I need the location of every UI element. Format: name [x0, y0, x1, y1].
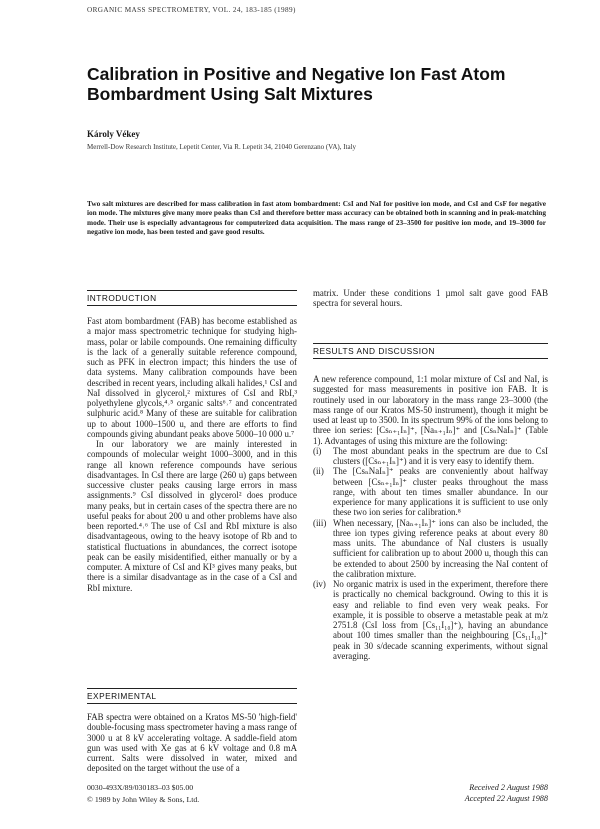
list-item-text: The [CsₙNaIₙ]⁺ peaks are conveniently about halfway between [Csₙ₊₁Iₙ]⁺ cluster peaks throughout the mass range, with about ten times smaller abundance. In our experience for many applications it is sufficient to use only these two ion series for calibration.⁸ — [333, 466, 548, 518]
received-date: Received 2 August 1988 — [469, 783, 548, 792]
list-item-text: No organic matrix is used in the experiment, therefore there is practically no chemical background. Owing to this it is easy and reliable to find even very weak peaks. For example, it is possible to observe a metastable peak at m/z 2751.8 (CsI loss from [Cs₁₁I₁₀]⁺), having an abundance about 100 times smaller than the neighbouring [Cs₁₁I₁₀]⁺ peak in 30 s/decade scanning experiments, without signal averaging. — [333, 579, 548, 661]
list-item-marker: (iv) — [313, 579, 326, 589]
experimental-rule-bottom — [87, 703, 297, 704]
introduction-heading: INTRODUCTION — [87, 293, 157, 303]
introduction-rule-bottom — [87, 305, 297, 306]
list-item-marker: (ii) — [313, 466, 324, 477]
introduction-paragraph-1: Fast atom bombardment (FAB) has become established as a major mass spectrometric technique for studying high-mass, polar or labile compounds. One remaining difficulty is the lack of a generally suitable reference compound, such as PFK in electron impact; this hinders the use of data systems. Many calibration compounds have been described in recent years, including alkali halides,¹ CsI and NaI dissolved in glycerol,² mixtures of CsI and RbI,³ polyethylene glycols,⁴˒⁵ organic salts⁶˒⁷ and concentrated sulphuric acid.⁸ Many of these are suitable for calibration up to about 1000–1500 u, and there are efforts to find compounds giving abundant peaks above 5000–10 000 u.⁷ — [87, 316, 297, 439]
abstract: Two salt mixtures are described for mass calibration in fast atom bombardment: CsI and NaI for positive ion mode, and CsI and CsF for negative ion mode. The mixtures give many more peaks than CsI and therefore better mass accuracy can be obtained both in scanning and in peak-matching mode. Their use is especially advantageous for computerized data acquisition. The mass range of 23–3500 for positive ion mode, and 19–3000 for negative ion mode, has been tested and gave good results. — [87, 199, 546, 237]
experimental-body-continued — [313, 288, 548, 309]
experimental-paragraph-1-continued: matrix. Under these conditions 1 µmol salt gave good FAB spectra for several hours. — [313, 288, 548, 309]
results-paragraph-1: A new reference compound, 1:1 molar mixture of CsI and NaI, is suggested for mass measurements in positive ion FAB. It is routinely used in our laboratory in the mass range 23–3000 (the mass range of our Kratos MS-50 instrument), though it might be used at least up to 3500. In its spectrum 99% of the ions belong to three ion series: [Csₙ₊₁Iₙ]⁺, [Naₙ₊₁Iₙ]⁺ and [CsₙNaIₙ]⁺ (Table 1). Advantages of using this mixture are the following: — [313, 374, 548, 446]
author-name: Károly Vékey — [87, 129, 140, 139]
introduction-paragraph-2: In our laboratory we are mainly interested in compounds of molecular weight 1000–3000, and in this range all known reference compounds have serious disadvantages. In CsI there are large (260 u) gaps between successive cluster peaks causing large errors in mass assignments.⁹ CsI dissolved in glycerol² does produce many peaks, but in certain cases of the spectra there are no useful peaks for about 200 u and other problems have also been reported.⁴˒⁶ The use of CsI and RbI mixture is also disadvantageous, owing to the heavy isotope of Rb and to statistical fluctuations in abundances, the correct isotope peak can be easily misidentified, either manually or by a computer. A mixture of CsI and KI³ gives many peaks, but there is a similar disadvantage as in the case of a CsI and RbI mixture. — [87, 439, 297, 593]
list-item-marker: (iii) — [313, 517, 327, 528]
accepted-date: Accepted 22 August 1988 — [464, 794, 548, 803]
author-affiliation: Merrell-Dow Research Institute, Lepetit Center, Via R. Lepetit 34, 21040 Gerenzano (VA), Italy — [87, 143, 357, 151]
results-rule-bottom — [313, 358, 548, 359]
copyright-notice: © 1989 by John Wiley & Sons, Ltd. — [87, 795, 200, 804]
list-item — [313, 579, 548, 661]
list-item — [313, 518, 548, 580]
footer-publication-info — [87, 782, 199, 806]
results-body — [313, 374, 548, 661]
introduction-body — [87, 316, 297, 593]
list-item — [313, 446, 548, 467]
list-item-text: When necessary, [Naₙ₊₁Iₙ]⁺ ions can also be included, the three ion types giving reference peaks at about every 80 mass units. The abundance of NaI clusters is usually sufficient for calibration up to about 2000 u, though this can be extended to about 2500 by increasing the NaI content of the calibration mixture. — [333, 517, 548, 579]
article-title: Calibration in Positive and Negative Ion Fast Atom Bombardment Using Salt Mixtures — [87, 64, 506, 104]
running-header: ORGANIC MASS SPECTROMETRY, VOL. 24, 183-185 (1989) — [87, 6, 296, 14]
introduction-rule-top — [87, 290, 297, 291]
list-item-text: The most abundant peaks in the spectrum are due to CsI clusters ([Csₙ₊₁Iₙ]⁺) and it is very easy to identify them. — [333, 445, 548, 466]
experimental-paragraph-1: FAB spectra were obtained on a Kratos MS-50 'high-field' double-focusing mass spectrometer having a mass range of 3000 u at 8 kV accelerating voltage. A saddle-field atom gun was used with Xe gas at 6 kV voltage and 0.8 mA current. Salts were dissolved in water, mixed and deposited on the target without the use of a — [87, 712, 297, 774]
experimental-body — [87, 712, 297, 774]
footer-dates — [456, 782, 548, 804]
results-heading: RESULTS AND DISCUSSION — [313, 346, 435, 356]
experimental-heading: EXPERIMENTAL — [87, 691, 157, 701]
issn-code: 0030-493X/89/030183–03 $05.00 — [87, 783, 194, 792]
list-item — [313, 466, 548, 517]
advantages-list — [313, 446, 548, 661]
experimental-rule-top — [87, 688, 297, 689]
list-item-marker: (i) — [313, 445, 322, 456]
results-rule-top — [313, 343, 548, 344]
